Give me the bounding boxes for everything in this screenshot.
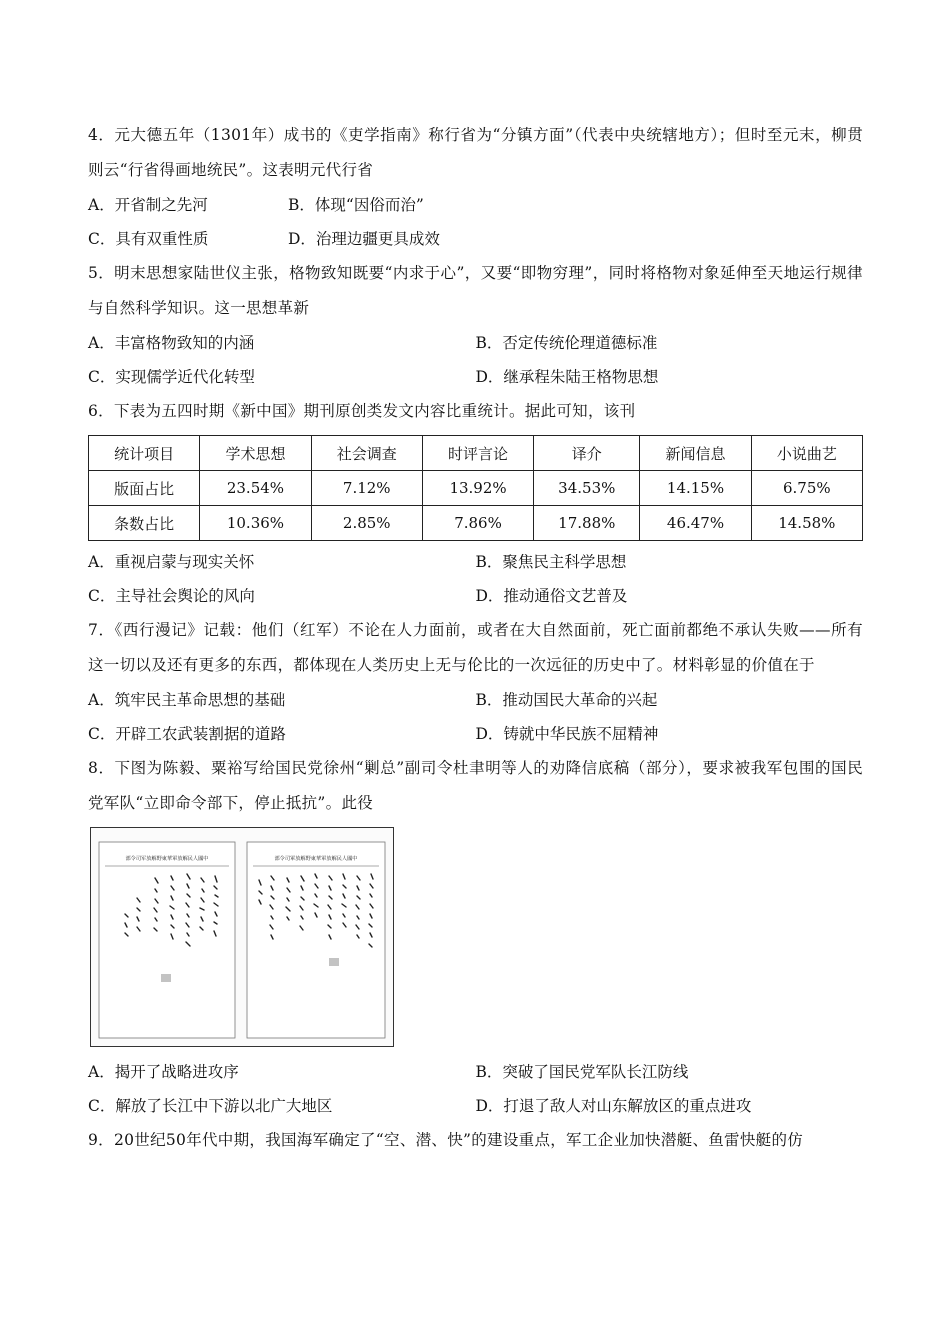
question-8-stem: 8．下图为陈毅、粟裕写给国民党徐州“剿总”副司令杜聿明等人的劝降信底稿（部分），要求被我军包围的国民党军队“立即命令部下，停止抵抗”。此役 [88, 759, 863, 812]
question-4-options-row-1 [88, 188, 863, 222]
table-cell: 23.54% [200, 471, 311, 506]
question-4-options-row-2 [88, 222, 863, 256]
question-8-options-row-2 [88, 1089, 863, 1123]
letter-heading-right: 部令司軍放解野東華軍放解民人國中 [274, 856, 358, 862]
table-header-cell: 新闻信息 [640, 436, 751, 471]
question-9-stem: 9．20世纪50年代中期，我国海军确定了“空、潜、快”的建设重点，军工企业加快潜艇、鱼雷快艇的仿 [88, 1131, 804, 1149]
question-4-option-d[interactable]: D．治理边疆更具成效 [288, 230, 440, 248]
table-cell: 34.53% [534, 471, 640, 506]
question-5-options-row-2 [88, 360, 863, 394]
question-6-options-row-2 [88, 579, 863, 613]
question-6-stem: 6．下表为五四时期《新中国》期刊原创类发文内容比重统计。据此可知，该刊 [88, 402, 636, 420]
table-header-cell: 时评言论 [422, 436, 533, 471]
table-row [89, 506, 863, 541]
question-6-table [88, 435, 863, 541]
table-cell: 条数占比 [89, 506, 200, 541]
question-8-option-b[interactable]: B．突破了国民党军队长江防线 [475, 1063, 689, 1081]
table-cell: 7.12% [311, 471, 422, 506]
question-5-option-a[interactable]: A．丰富格物致知的内涵 [88, 334, 255, 352]
question-5-option-d[interactable]: D．继承程朱陆王格物思想 [475, 368, 659, 386]
table-header-cell: 社会调查 [311, 436, 422, 471]
table-cell: 6.75% [751, 471, 862, 506]
question-4-option-c[interactable]: C．具有双重性质 [88, 230, 209, 248]
handwritten-letter-illustration [91, 828, 393, 1046]
question-7-option-b[interactable]: B．推动国民大革命的兴起 [475, 691, 658, 709]
table-cell: 17.88% [534, 506, 640, 541]
question-6-options-row-1 [88, 545, 863, 579]
question-4-option-b[interactable]: B．体现“因俗而治” [288, 196, 424, 214]
question-7-stem: 7．《西行漫记》记载：他们（红军）不论在人力面前，或者在大自然面前，死亡面前都绝不承认失败——所有这一切以及还有更多的东西，都体现在人类历史上无与伦比的一次远征的历史中了。材料彰显的价值在于 [88, 621, 863, 674]
table-cell: 10.36% [200, 506, 311, 541]
surrender-letter-draft-image [90, 827, 394, 1047]
question-8-option-c[interactable]: C．解放了长江中下游以北广大地区 [88, 1097, 333, 1115]
table-cell: 14.58% [751, 506, 862, 541]
table-cell: 2.85% [311, 506, 422, 541]
question-7-option-a[interactable]: A．筑牢民主革命思想的基础 [88, 691, 286, 709]
exam-page [88, 118, 863, 1158]
table-header-cell: 学术思想 [200, 436, 311, 471]
question-8-options-row-1 [88, 1055, 863, 1089]
table-header-cell: 统计项目 [89, 436, 200, 471]
question-8-option-d[interactable]: D．打退了敌人对山东解放区的重点进攻 [475, 1097, 752, 1115]
question-8-option-a[interactable]: A．揭开了战略进攻序 [88, 1063, 239, 1081]
table-cell: 7.86% [422, 506, 533, 541]
table-header-cell: 译介 [534, 436, 640, 471]
question-5-option-b[interactable]: B．否定传统伦理道德标准 [475, 334, 658, 352]
question-5-stem: 5．明末思想家陆世仪主张，格物致知既要“内求于心”，又要“即物穷理”，同时将格物对象延伸至天地运行规律与自然科学知识。这一思想革新 [88, 264, 863, 317]
question-5-options-row-1 [88, 326, 863, 360]
question-6-option-c[interactable]: C．主导社会舆论的风向 [88, 587, 255, 605]
table-header-cell: 小说曲艺 [751, 436, 862, 471]
question-6-option-a[interactable]: A．重视启蒙与现实关怀 [88, 553, 255, 571]
question-6-option-d[interactable]: D．推动通俗文艺普及 [475, 587, 628, 605]
question-7-options-row-1 [88, 683, 863, 717]
table-cell: 13.92% [422, 471, 533, 506]
question-7-options-row-2 [88, 717, 863, 751]
table-cell: 46.47% [640, 506, 751, 541]
table-header-row [89, 436, 863, 471]
question-7-option-c[interactable]: C．开辟工农武装割据的道路 [88, 725, 286, 743]
table-cell: 14.15% [640, 471, 751, 506]
table-cell: 版面占比 [89, 471, 200, 506]
letter-heading-left: 部令司军放解野東華軍放解民人國中 [125, 856, 209, 862]
question-6-option-b[interactable]: B．聚焦民主科学思想 [475, 553, 627, 571]
question-4-stem: 4．元大德五年（1301年）成书的《吏学指南》称行省为“分镇方面”（代表中央统辖地方）；但时至元末，柳贯则云“行省得画地统民”。这表明元代行省 [88, 126, 863, 179]
question-7-option-d[interactable]: D．铸就中华民族不屈精神 [475, 725, 659, 743]
question-5-option-c[interactable]: C．实现儒学近代化转型 [88, 368, 255, 386]
table-row [89, 471, 863, 506]
question-4-option-a[interactable]: A．开省制之先河 [88, 196, 208, 214]
